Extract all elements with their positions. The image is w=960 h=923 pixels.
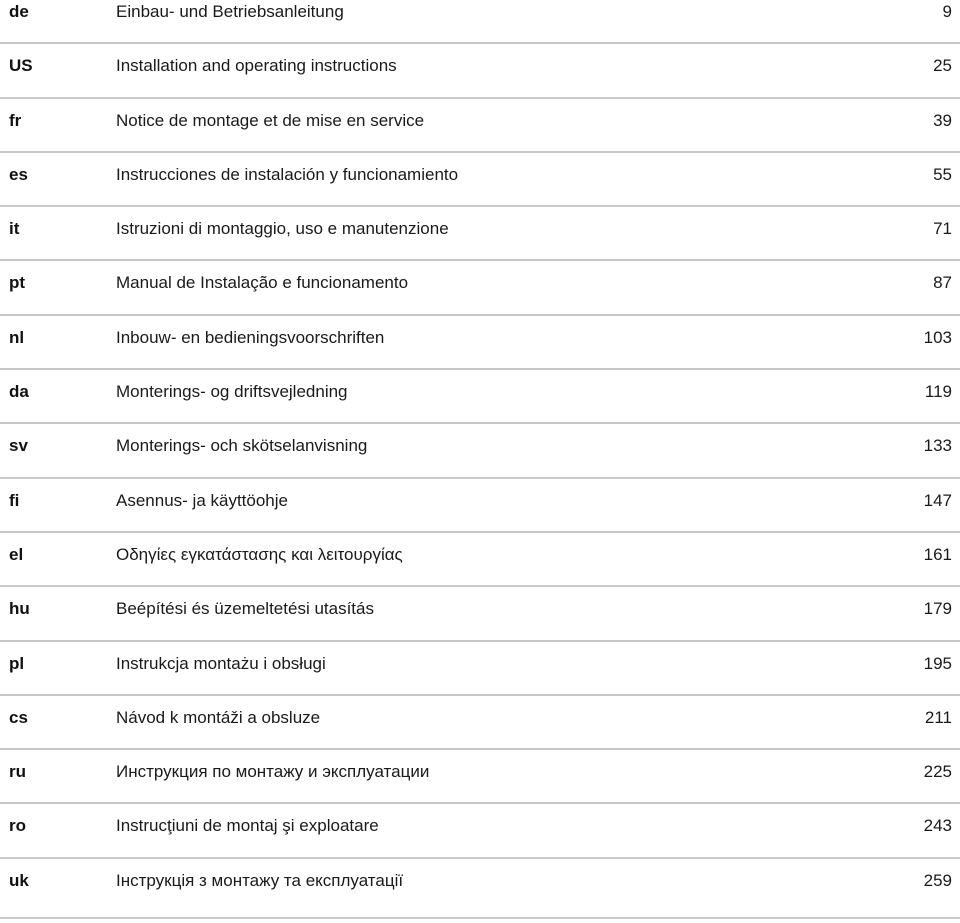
language-code: de (9, 2, 29, 21)
page-number: 55 (933, 164, 952, 184)
toc-row-us[interactable] (0, 54, 960, 108)
page-number: 195 (923, 653, 952, 673)
language-code: nl (9, 327, 25, 347)
page-number: 71 (933, 219, 952, 239)
language-code: US (9, 56, 33, 76)
toc-row-pl[interactable] (0, 652, 960, 706)
section-title[interactable]: Instrukcja montażu i obsługi (116, 653, 326, 673)
toc-row-uk[interactable] (0, 869, 960, 923)
language-code: uk (9, 870, 29, 890)
language-code: ru (9, 762, 26, 782)
page-number: 243 (923, 816, 952, 836)
toc-row-nl[interactable] (0, 326, 960, 380)
toc-row-cs[interactable] (0, 706, 960, 760)
page-number: 25 (933, 56, 952, 76)
page-number: 39 (933, 110, 952, 130)
language-code: da (9, 382, 29, 402)
section-title[interactable]: Monterings- og driftsvejledning (116, 382, 348, 402)
language-code: el (9, 544, 24, 564)
section-title[interactable]: Inbouw- en bedieningsvoorschriften (116, 327, 385, 347)
section-title[interactable]: Инструкция по монтажу и эксплуатации (116, 762, 430, 782)
language-code: sv (9, 436, 28, 456)
section-title[interactable]: Οδηγίες εγκατάστασης και λειτουργίας (116, 544, 403, 564)
section-title[interactable]: Návod k montáži a obsluze (116, 707, 321, 727)
language-code: pl (9, 653, 25, 673)
page-number: 103 (923, 327, 952, 347)
page-number: 211 (924, 707, 952, 727)
toc-row-fi[interactable] (0, 489, 960, 543)
section-title[interactable]: Istruzioni di montaggio, uso e manutenzione (116, 219, 449, 239)
section-title[interactable]: Beépítési és üzemeltetési utasítás (116, 599, 374, 619)
toc-row-sv[interactable] (0, 434, 960, 488)
toc-row-es[interactable] (0, 163, 960, 217)
toc-row-fr[interactable] (0, 109, 960, 163)
section-title[interactable]: Інструкція з монтажу та експлуатації (116, 870, 404, 890)
toc-row-da[interactable] (0, 380, 960, 434)
language-code: fi (9, 490, 20, 510)
page-number: 147 (923, 490, 952, 510)
language-code: es (9, 164, 28, 184)
page-number: 9 (942, 2, 952, 21)
section-title[interactable]: Einbau- und Betriebsanleitung (116, 2, 344, 21)
language-code: fr (9, 110, 22, 130)
language-code: pt (9, 273, 26, 293)
toc-row-it[interactable] (0, 217, 960, 271)
page-number: 259 (923, 870, 952, 890)
toc-row-pt[interactable] (0, 271, 960, 325)
section-title[interactable]: Notice de montage et de mise en service (116, 110, 425, 130)
page-number: 179 (923, 599, 952, 619)
language-code: cs (9, 707, 28, 727)
section-title[interactable]: Instrucciones de instalación y funcionamiento (116, 164, 459, 184)
page-number: 87 (933, 273, 952, 293)
section-title[interactable]: Installation and operating instructions (116, 56, 397, 76)
section-title[interactable]: Monterings- och skötselanvisning (116, 436, 368, 456)
page-number: 119 (924, 382, 952, 402)
toc-row-de[interactable] (0, 0, 960, 54)
toc-row-hu[interactable] (0, 597, 960, 651)
page-number: 161 (923, 544, 952, 564)
language-code: ro (9, 816, 26, 836)
section-title[interactable]: Instrucţiuni de montaj şi exploatare (116, 816, 379, 836)
toc-row-ro[interactable] (0, 814, 960, 868)
section-title[interactable]: Manual de Instalação e funcionamento (116, 273, 409, 293)
toc-row-el[interactable] (0, 543, 960, 597)
page-number: 133 (923, 436, 952, 456)
toc-row-ru[interactable] (0, 760, 960, 814)
language-code: hu (9, 599, 30, 619)
language-code: it (9, 219, 20, 239)
page-number: 225 (923, 762, 952, 782)
section-title[interactable]: Asennus- ja käyttöohje (116, 490, 288, 510)
